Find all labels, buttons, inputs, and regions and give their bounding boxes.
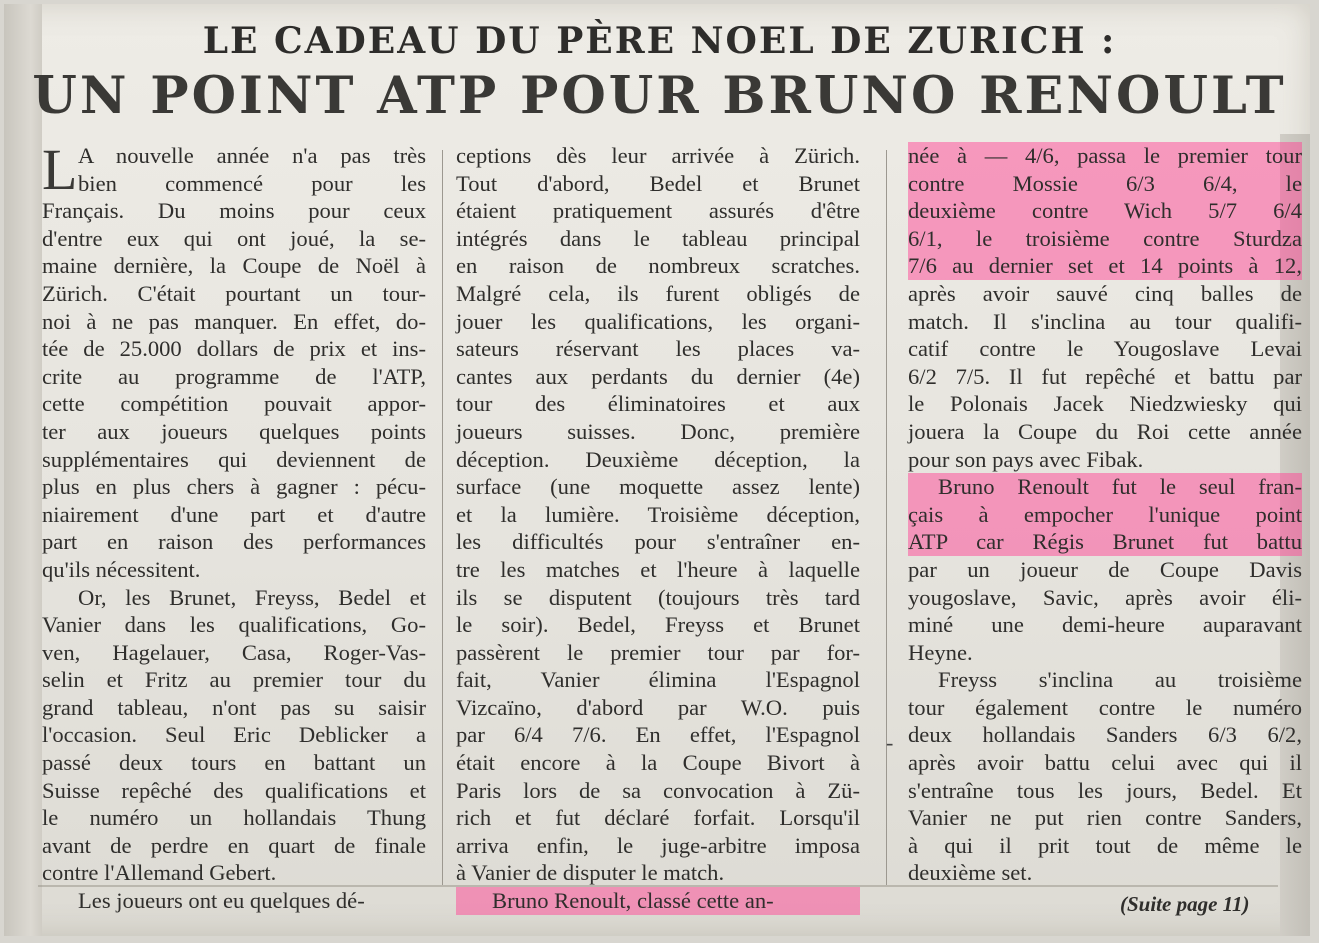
article-line: l'occasion. Seul Eric Deblicker a — [42, 722, 426, 748]
article-line: maine dernière, la Coupe de Noël à — [42, 253, 426, 279]
article-line: passé deux tours en battant un — [42, 750, 426, 776]
article-line: catif contre le Yougoslave Levai — [908, 336, 1302, 362]
article-line: arriva enfin, le juge-arbitre imposa — [456, 832, 860, 858]
article-line: et la lumière. Troisième déception, — [456, 501, 860, 527]
article-line: d'entre eux qui ont joué, la se- — [42, 225, 426, 251]
article-line: 6/1, le troisième contre Sturdza — [908, 225, 1302, 251]
article-line: s'entraîne tous les jours, Bedel. Et — [908, 777, 1302, 803]
article-line: surface (une moquette assez lente) — [456, 474, 860, 500]
article-line: deuxième set. — [908, 860, 1033, 886]
article-line: les difficultés pour s'entraîner en- — [456, 529, 860, 555]
column-divider — [886, 150, 887, 885]
drop-cap: L — [42, 137, 78, 202]
article-line: tée de 25.000 dollars de prix et ins- — [42, 336, 426, 362]
article-line: contre l'Allemand Gebert. — [42, 860, 277, 886]
continuation-note: (Suite page 11) — [1120, 892, 1250, 916]
article-line: Les joueurs ont eu quelques dé- — [78, 888, 365, 914]
article-line: qu'ils nécessitent. — [42, 556, 201, 582]
article-line: le Polonais Jacek Niedzwiesky qui — [908, 391, 1302, 417]
article-line: le numéro un hollandais Thung — [42, 805, 426, 831]
article-line: Vanier ne put rien contre Sanders, — [908, 805, 1302, 831]
article-line: yougoslave, Savic, après avoir éli- — [908, 584, 1302, 610]
article-line: en raison de nombreux scratches. — [456, 253, 860, 279]
article-line: avant de perdre en quart de finale — [42, 832, 426, 858]
article-line: 6/2 7/5. Il fut repêché et battu par — [908, 363, 1302, 389]
article-line: née à — 4/6, passa le premier tour — [908, 143, 1302, 168]
article-line: étaient pratiquement assurés d'être — [456, 198, 860, 224]
article-line: Vizcaïno, d'abord par W.O. puis — [456, 694, 860, 720]
article-line: Bruno Renoult fut le seul fran- — [908, 473, 1302, 501]
article-line: ceptions dès leur arrivée à Zürich. — [456, 143, 860, 168]
article-line: ATP car Régis Brunet fut battu — [908, 529, 1302, 555]
article-column-1 — [42, 137, 426, 915]
article-line: crite au programme de l'ATP, — [42, 363, 426, 389]
article-line: Or, les Brunet, Freyss, Bedel et — [78, 584, 426, 610]
article-line: Heyne. — [908, 639, 973, 665]
article-line: pour son pays avec Fibak. — [908, 446, 1144, 472]
article-line: tour des éliminatoires et aux — [456, 391, 860, 417]
article-line: Français. Du moins pour ceux — [42, 198, 426, 224]
article-line: miné une demi-heure auparavant — [908, 612, 1302, 638]
article-line: deux hollandais Sanders 6/3 6/2, — [908, 722, 1302, 748]
article-line: noi à ne pas manquer. En effet, do- — [42, 308, 426, 334]
article-line: çais à empocher l'unique point — [908, 501, 1302, 527]
article-line: plus en plus chers à gagner : pécu- — [42, 474, 426, 500]
article-line: intégrés dans le tableau principal — [456, 225, 860, 251]
article-line: Suisse repêché des qualifications et — [42, 777, 426, 803]
article-line: après avoir battu celui avec qui il — [908, 750, 1302, 776]
article-line: ter aux joueurs quelques points — [42, 418, 426, 444]
article-line: Freyss s'inclina au troisième — [938, 667, 1302, 693]
article-line: tre les matches et l'heure à laquelle — [456, 556, 860, 582]
article-line: jouera la Coupe du Roi cette année — [908, 418, 1302, 444]
article-line: à qui il prit tout de même le — [908, 832, 1302, 858]
column-divider — [442, 150, 443, 885]
article-line: tour également contre le numéro — [908, 694, 1302, 720]
article-line: le soir). Bedel, Freyss et Brunet — [456, 612, 860, 638]
article-line: après avoir sauvé cinq balles de — [908, 280, 1302, 306]
article-line: Paris lors de sa convocation à Zü- — [456, 777, 860, 803]
headline-line-1: LE CADEAU DU PÈRE NOEL DE ZURICH : — [202, 20, 1117, 62]
article-line: niairement d'une part et d'autre — [42, 501, 426, 527]
article-line: sateurs réservant les places va- — [456, 336, 860, 362]
fold-line — [38, 885, 1278, 887]
article-line: bien commencé pour les — [78, 170, 426, 196]
article-line: cette compétition pouvait appor- — [42, 391, 426, 417]
article-line: était encore à la Coupe Bivort à — [456, 750, 860, 776]
article-line: A nouvelle année n'a pas très — [78, 143, 426, 168]
article-line: match. Il s'inclina au tour qualifi- — [908, 308, 1302, 334]
article-line: Bruno Renoult, classé cette an- — [456, 887, 860, 915]
article-line: contre Mossie 6/3 6/4, le — [908, 170, 1302, 196]
article-line: ven, Hagelauer, Casa, Roger-Vas- — [42, 639, 426, 665]
headline-line-2: UN POINT ATP POUR BRUNO RENOULT — [32, 66, 1287, 126]
article-line: Tout d'abord, Bedel et Brunet — [456, 170, 860, 196]
article-line: rich et fut déclaré forfait. Lorsqu'il — [456, 805, 860, 831]
article-line: deuxième contre Wich 5/7 6/4 — [908, 198, 1302, 224]
article-line: par un joueur de Coupe Davis — [908, 556, 1302, 582]
article-line: ils se disputent (toujours très tard — [456, 584, 860, 610]
article-line: selin et Fritz au premier tour du — [42, 667, 426, 693]
article-line: à Vanier de disputer le match. — [456, 860, 725, 886]
article-column-2 — [456, 142, 860, 915]
article-line: Vanier dans les qualifications, Go- — [42, 612, 426, 638]
article-column-3 — [908, 142, 1302, 887]
article-line: passèrent le premier tour par for- — [456, 639, 860, 665]
article-line: joueurs suisses. Donc, première — [456, 418, 860, 444]
article-line: cantes aux perdants du dernier (4e) — [456, 363, 860, 389]
article-line: 7/6 au dernier set et 14 points à 12, — [908, 253, 1302, 279]
margin-mark: - — [886, 730, 894, 755]
article-line: Malgré cela, ils furent obligés de — [456, 280, 860, 306]
article-line: fait, Vanier élimina l'Espagnol — [456, 667, 860, 693]
article-line: par 6/4 7/6. En effet, l'Espagnol — [456, 722, 860, 748]
article-line: jouer les qualifications, les organi- — [456, 308, 860, 334]
article-line: déception. Deuxième déception, la — [456, 446, 860, 472]
article-line: part en raison des performances — [42, 529, 426, 555]
article-line: grand tableau, n'ont pas su saisir — [42, 694, 426, 720]
article-line: supplémentaires qui deviennent de — [42, 446, 426, 472]
article-line: Zürich. C'était pourtant un tour- — [42, 280, 426, 306]
paper-edge-left — [4, 4, 42, 936]
